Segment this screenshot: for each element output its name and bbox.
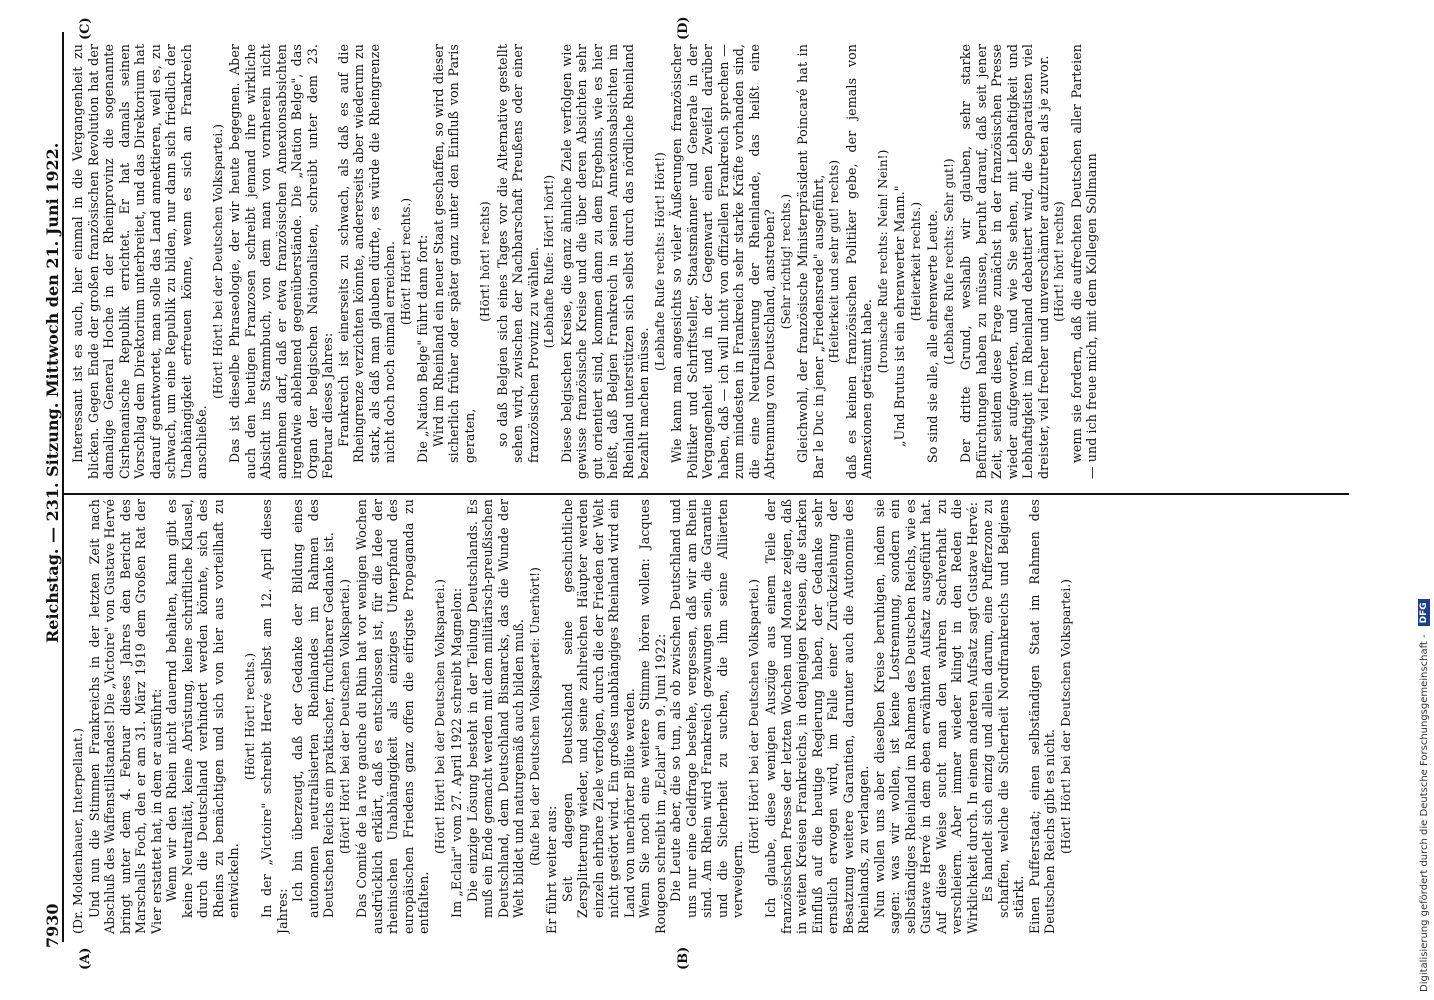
interjection: (Ironische Rufe rechts: Nein! Nein!) [875,149,890,374]
column-divider [64,493,1349,495]
quotation: Die einzige Lösung besteht in der Teilung Deutschlands. Es muß ein Ende gemacht werden mit dem militärisch-preußischen Deutschland, dem Deutschland Bismarcks, das die Wunde der Welt bildet und naturgemäß auch bilden muß. [464,499,526,918]
digitization-credit [1416,12,1432,992]
interjection: (Hört! Hört! bei der Deutschen Volkspartei.) [432,578,447,855]
interjection: (Hört! hört! rechts) [1052,201,1066,322]
interjection: (Hört! Hört! bei der Deutschen Volkspartei.) [1058,578,1073,855]
interjection: (Hört! Hört! bei der Deutschen Volkspartei.) [210,123,225,400]
dfg-logo: DFG [1418,599,1430,626]
quotation: „Und Brutus ist ein ehrenwerter Mann." [892,185,907,447]
margin-mark-c: (C) [78,17,93,40]
paragraph: So sind sie alle, alle ehrenwerte Leute. [925,209,940,463]
quotation: Die Leute aber, die so tun, als ob zwischen Deutschland und uns nur eine Geldfrage bestehe, vergessen, daß wir am Rhein sind. Am Rhein wird Frankreich gezwungen sein, die Garantie und die Sicherheit zu suchen, die ihm seine Alliierten verweigern. [668,499,745,918]
page-header [40,43,64,948]
interjection: (Hört! Hört! bei der Deutschen Volkspartei.) [746,578,761,855]
paragraph: Diese belgischen Kreise, die ganz ähnliche Ziele verfolgen wie gewisse französische Kreise und die über deren Absichten sehr gut orientiert sind, kommen dann zu dem Ergebnis, wie es hier heißt, daß Belgien Frankreich in seinen Annexionsabsichten im Rheinland unterstützen sich selbst durch das nördliche Rheinland bezahlt machen müsse. [558,44,651,479]
paragraph: Das ist dieselbe Phraseologie, der wir heute begegnen. Aber auch den heutigen Franzosen schreibt jemand ihre wirkliche Absicht ins Stammbuch, von dem man von vornherein nicht annehmen darf, daß er etwa französischen Annexionsabsichten irgendwie ablehnend gegenüberstände. Die „Nation Belge", das Organ der belgischen Nationalisten, schreibt unter dem 23. Februar dieses Jahres: [227,44,335,479]
paragraph: Der dritte Grund, weshalb wir glauben, sehr starke Befürchtungen haben zu müssen, beruht darauf, daß seit jener Zeit, seitdem diese Frage zunächst in der französischen Presse wieder aufgeworfen, und wie Sie sehen, mit Lebhaftigkeit und Lebhaftigkeit im Rheinland debattiert wird, die Separatisten viel dreister, viel frecher und unverschämter aufzutreten als je zuvor. [958,44,1051,479]
margin-mark-d: (D) [676,16,691,40]
paragraph: Und nun die Stimmen Frankreichs in der letzten Zeit nach Abschluß des Waffenstillstandes! Die „Victoire" von Gustave Hervé bringt unter dem 4. Februar dieses Jahres den Bericht des Marschalls Foch, den er am 31. März 1919 dem Großen Rat der Vier erstattet hat, in dem er ausführt: [86,499,164,934]
interjection: (Lebhafte Rufe rechts: Sehr gut!) [941,158,956,365]
interjection: (Hört! Hört! rechts.) [398,197,413,326]
paragraph: wenn sie fordern, daß die aufrechten Deutschen aller Parteien — und ich freue mich, mit dem Kollegen Sollmann [1068,44,1099,479]
paragraph: Interessant ist es auch, hier einmal in die Vergangenheit zu blicken. Gegen Ende der großen französischen Revolution hat der damalige General Hoche in der Rheinprovinz die sogenannte Cisrhenanische Republik errichtet. Er hat damals seinen Vorschlag dem Direktorium unterbreitet, und das Direktorium hat darauf geantwortet, man solle das Land annektieren, weil es, zu schwach, um eine Republik zu bilden, nur dann sich friedlich der Unabhängigkeit erfreuen könne, wenn es sich an Frankreich anschließe. [70,44,209,479]
right-column [70,44,1345,479]
paragraph: Die „Nation Belge" führt dann fort: [415,234,430,463]
quotation: Frankreich ist einerseits zu schwach, als daß es auf die Rheingrenze verzichten könnte, andererseits aber wiederum zu stark, als daß man glauben dürfte, es würde die Rheingrenze nicht doch noch einmal erreichen. [335,44,397,463]
interjection: (Heiterkeit rechts.) [908,201,923,322]
credit-text: Digitalisierung gefördert durch die Deutsche Forschungsgemeinschaft - [1418,634,1430,992]
header-rule [62,32,64,942]
paragraph: Er führt weiter aus: [544,805,559,934]
running-title: Reichstag. — 231. Sitzung. Mittwoch den 21. Juni 1922. [42,142,62,643]
quotation: Ich bin überzeugt, daß der Gedanke der Bildung eines autonomen neutralisierten Rheinlandes im Rahmen des Deutschen Reichs ein praktischer, fruchtbarer Gedanke ist. [290,499,336,918]
paragraph: Im „Eclair" vom 27. April 1922 schreibt Magnelon: [449,587,464,918]
paragraph: Gleichwohl, der französische Ministerpräsident Poincaré hat in Bar le Duc in jener „Friedensrede" ausgeführt, [795,44,826,479]
page-number: 7930 [42,903,62,948]
paragraph: daß es keinen französischen Politiker gebe, der jemals von Annexionen geträumt habe. [843,44,874,479]
paragraph: In der „Victoire" schreibt Hervé selbst am 12. April dieses Jahres: [259,499,290,934]
interjection: (Lebhafte Rufe: Hört! hört!) [542,174,556,349]
left-column [70,499,1345,934]
speaker-tag: (Dr. Moldenhauer, Interpellant.) [70,727,85,934]
interjection: (Hört! hört! rechts) [478,201,492,322]
quotation: Seit dagegen Deutschland seine geschichtliche Zersplitterung wieder, und seine zahlreichen Häupter werden einzeln ehrbare Ziele verfolgen, durch die der Frieden der Welt nicht gestört wird. Ein großes unabhängiges Rheinland wird ein Land von unerhörter Blüte werden. [559,499,637,918]
paragraph: Ich glaube, diese wenigen Auszüge aus einem Teile der französischen Presse der letzten Wochen und Monate zeigen, daß in weiten Kreisen Frankreichs, in denjenigen Kreisen, die starken Einfluß auf die heutige Regierung haben, der Gedanke sehr ernstlich erwogen wird, im Falle einer Zurückziehung der Besatzung weitere Garantien, darunter auch die Autonomie des Rheinlands, zu verlangen. [763,499,871,934]
quotation: Es handelt sich einzig und allein darum, eine Pufferzone zu schaffen, welche die Sicherheit Nordfrankreichs und Belgiens stärkt. [980,499,1026,918]
interjection: (Sehr richtig! rechts.) [778,193,793,330]
paragraph: Einen Pufferstaat; einen selbständigen Staat im Rahmen des Deutschen Reichs gibt es nicht. [1026,499,1057,934]
interjection: (Heiterkeit und sehr gut! rechts) [827,159,841,364]
interjection: (Hört! Hört! bei der Deutschen Volkspartei.) [337,578,352,855]
quotation: so daß Belgien sich eines Tages vor die Alternative gestellt sehen wird, zwischen der Nachbarschaft Preußens oder einer französischen Provinz zu wählen. [494,44,541,463]
quotation: Wird im Rheinland ein neuer Staat geschaffen, so wird dieser sicherlich früher oder später ganz unter den Einfluß von Paris geraten, [430,44,477,463]
interjection: (Rufe bei der Deutschen Volkspartei: Unerhört!) [527,567,542,866]
interjection: (Lebhafte Rufe rechts: Hört! Hört!) [652,152,667,371]
margin-mark-b: (B) [676,946,691,970]
quotation: Wenn wir den Rhein nicht dauernd behalten, kann gibt es keine Neutralität, keine Abrüstung, keine schriftliche Klausel, durch die Deutschland verhindert werden könnte, sich des Rheins zu bemächtigen und sich von hier aus vorteilhaft zu entwickeln. [164,499,241,918]
paragraph: Das Comité de la rive gauche du Rhin hat vor wenigen Wochen ausdrücklich erklärt, daß es entschlossen ist, für die Idee der rheinischen Unabhängigkeit als einziges Unterpfand des europäischen Friedens ganz offen die eifrigste Propaganda zu entfalten. [354,499,431,934]
paragraph: Nun wollen uns aber dieselben Kreise beruhigen, indem sie sagen: was wir wollen, ist keine Lostrennung, sondern ein selbständiges Rheinland im Rahmen des Deutschen Reichs, wie es Gustave Hervé in dem eben erwähnten Aufsatz ausgeführt hat. Auf diese Weise sucht man den wahren Sachverhalt zu verschleiern. Aber immer wieder klingt in den Reden die Wirklichkeit durch. In einem anderen Aufsatz sagt Gustave Hervé: [871,499,980,934]
interjection: (Hört! Hört! rechts.) [242,652,257,781]
margin-mark-a: (A) [78,947,93,970]
paragraph: Wie kann man angesichts so vieler Äußerungen französischer Politiker und Schriftsteller, Staatsmänner und Generale in der Vergangenheit und in der Gegenwart einen Zweifel darüber haben, daß — ich will nicht von offiziellen Frankreich sprechen — zum mindesten in Frankreich sehr starke Kräfte vorhanden sind, die eine Neutralisierung der Rheinlande, das heißt eine Abtrennung von Deutschland, anstreben? [669,44,777,479]
paragraph: Wenn Sie noch eine weitere Stimme hören wollen: Jacques Rougeon schreibt im „Eclair" am 9. Juni 1922: [637,499,668,934]
